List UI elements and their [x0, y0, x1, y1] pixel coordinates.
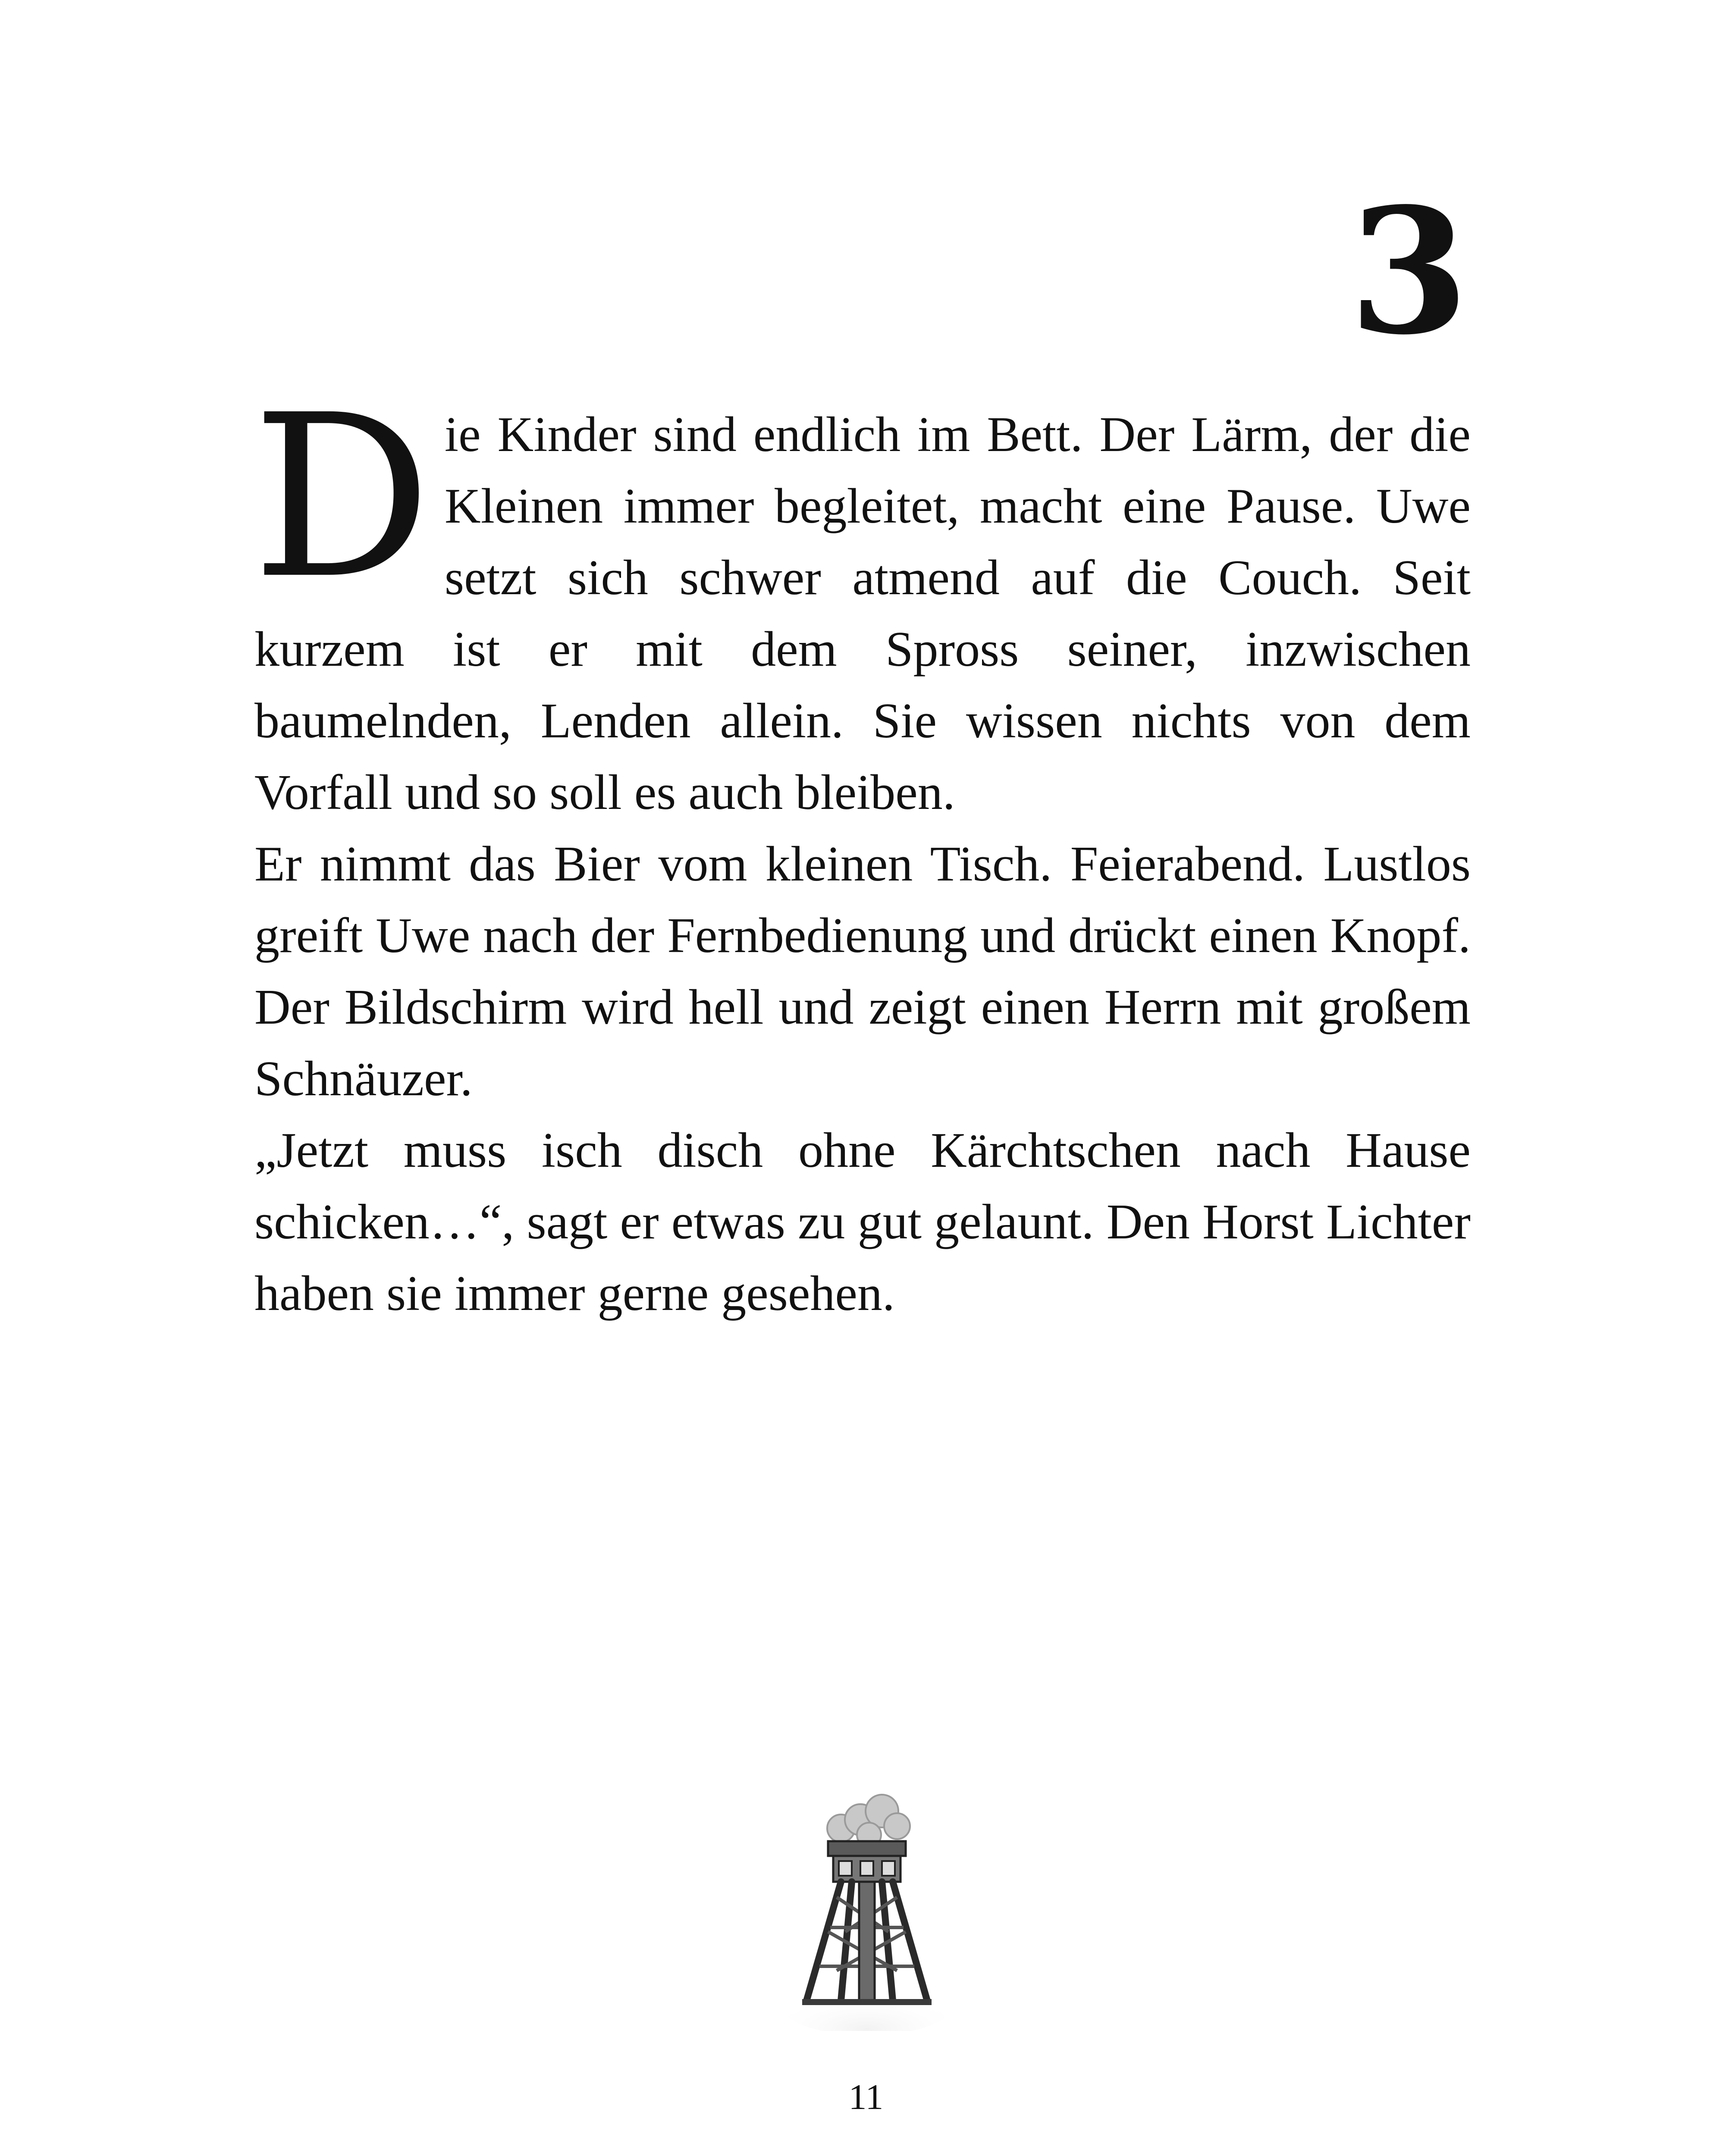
- mine-headframe-icon: [776, 1789, 957, 2031]
- paragraph-2: Er nimmt das Bier vom kleinen Tisch. Feierabend. Lustlos greift Uwe nach der Fernbedienung und drückt einen Knopf. Der Bildschirm wird hell und zeigt einen Herrn mit großem Schnäuzer.: [254, 837, 1471, 1106]
- paragraph-3: „Jetzt muss isch disch ohne Kärchtschen nach Hause schicken…“, sagt er etwas zu gut gelaunt. Den Horst Lichter haben sie immer gerne gesehen.: [254, 1123, 1471, 1321]
- chapter-number: 3: [1349, 170, 1469, 373]
- page-number: 11: [848, 2077, 884, 2117]
- smoke-cloud: [827, 1795, 910, 1847]
- paragraph-1: ie Kinder sind endlich im Bett. Der Lärm, der die Kleinen immer begleitet, macht eine Pause. Uwe setzt sich schwer atmend auf die Couch. Seit kurzem ist er mit dem Spross seiner, inzwischen baumelnden, Lenden allein. Sie wissen nichts von dem Vorfall und so soll es auch bleiben.: [254, 407, 1471, 820]
- drop-cap: D: [252, 367, 432, 628]
- chapter-text: [252, 367, 1471, 1329]
